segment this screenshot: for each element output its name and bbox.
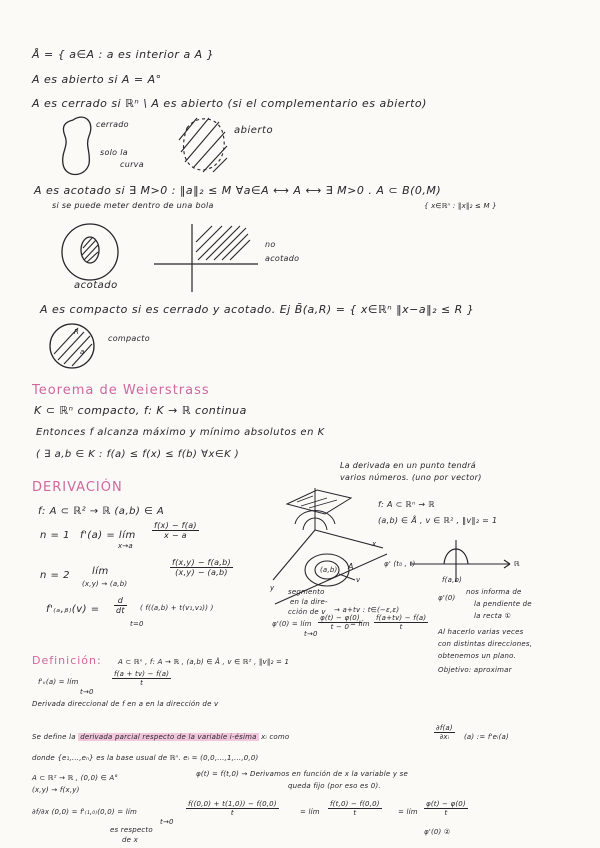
compact-ball-figure	[48, 322, 98, 370]
n2-limit-word: lím	[92, 566, 109, 577]
compacto-definition: A es compacto si es cerrado y acotado. Ej B̄(a,R) = { x∈ℝⁿ ‖x−a‖₂ ≤ R }	[40, 303, 475, 316]
parcial-fraction-6	[424, 800, 468, 817]
phi-fab: f(a,b)	[442, 576, 463, 584]
fig-label-acotado: acotado	[74, 280, 118, 291]
fig-label-A: A	[348, 562, 354, 571]
parcial-den-5: t	[353, 809, 357, 817]
fig-label-R: R	[74, 328, 80, 336]
n2-numerator: f(x,y) − f(a,b)	[172, 558, 231, 567]
parcial-num-6: φ(t) − φ(0)	[426, 800, 466, 808]
n1-label: n = 1	[40, 530, 70, 541]
fig-label-curva: curva	[120, 160, 144, 169]
fig-label-compacto: compacto	[108, 334, 150, 343]
derivacion-title: DERIVACIÓN	[32, 480, 123, 495]
phi-note-2: la pendiente de	[474, 600, 532, 608]
phi0-label: φ'(0)	[438, 594, 456, 602]
weierstrass-line-1: K ⊂ ℝⁿ compacto, f: K → ℝ continua	[34, 404, 247, 417]
fig-label-ab: (a,b)	[320, 566, 338, 574]
n2-limit: (x,y) → (a,b)	[82, 580, 128, 588]
parcial-line-3b: (x,y) → f(x,y)	[32, 786, 80, 794]
fig-label-no: no	[265, 240, 276, 249]
directional-d: d	[114, 596, 127, 606]
derivacion-f-def: f: A ⊂ ℝ² → ℝ (a,b) ∈ A	[38, 506, 165, 517]
segmento-3: cción de v	[288, 608, 326, 616]
parcial-line-2: donde {e₁,...,eₙ} es la base usual de ℝⁿ. eᵢ = (0,0,...,1,...,0,0)	[32, 754, 259, 762]
fv-numerator: f(a + tv) − f(a)	[114, 670, 170, 678]
weierstrass-line-3: ( ∃ a,b ∈ K : f(a) ≤ f(x) ≤ f(b) ∀x∈K )	[36, 449, 240, 460]
acotado-set: { x∈ℝⁿ : ‖x‖₂ ≤ M }	[424, 202, 497, 210]
directional-t0: t=0	[130, 620, 144, 628]
fig-label-v: v	[356, 576, 361, 584]
derivacion-note-1: La derivada en un punto tendrá	[340, 461, 476, 470]
weierstrass-line-2: Entonces f alcanza máximo y mínimo absolutos en K	[36, 427, 325, 438]
fv-formula: f'ᵥ(a) = lím	[38, 678, 79, 686]
parcial-frac-num: ∂f(a)	[436, 724, 453, 732]
n1-fraction	[152, 521, 199, 540]
phi-eq: = lím	[350, 620, 370, 628]
directional-d-fraction	[114, 596, 127, 615]
parcial-den-6: t	[444, 809, 448, 817]
right-def-2: (a,b) ∈ Å , v ∈ ℝ² , ‖v‖₂ = 1	[378, 516, 498, 525]
segmento-rel: → a+tv : t∈(−ε,ε)	[334, 606, 400, 614]
phi-label: φ' (t₀ , t)	[384, 560, 416, 568]
directional-formula: f'₍ₐ,ᵦ₎(v) =	[46, 604, 100, 615]
parcial-frac-den: ∂xᵢ	[439, 733, 450, 741]
open-set-figure	[175, 110, 235, 180]
definicion-caption: Derivada direccional de f en a en la dirección de v	[32, 700, 219, 708]
phi-fraction-2	[374, 614, 428, 631]
bounded-set-figure	[58, 222, 128, 284]
at-note-3: obtenemos un plano.	[438, 652, 517, 660]
parcial-fraction-4	[186, 800, 279, 817]
interior-definition: Å = { a∈A : a es interior a A }	[32, 48, 215, 61]
phi-note-3: la recta ①	[474, 612, 512, 620]
parcial-fraction	[434, 724, 455, 741]
acotado-subtitle: si se puede meter dentro de una bola	[52, 201, 214, 210]
parcial-num-5: f(t,0) − f(0,0)	[330, 800, 380, 808]
n2-denominator: (x,y) − (a,b)	[175, 568, 228, 577]
parcial-fraction-5	[328, 800, 382, 817]
n1-limit: x→a	[118, 542, 133, 550]
weierstrass-title: Teorema de Weierstrass	[32, 383, 210, 398]
parcial-line-1	[32, 733, 289, 741]
phi-graph-figure	[408, 534, 518, 584]
fv-denominator: t	[140, 679, 144, 687]
n2-label: n = 2	[40, 570, 70, 581]
parcial-line-3: A ⊂ ℝ² → ℝ , (0,0) ∈ A°	[32, 774, 119, 782]
n1-formula: f'(a) = lím	[80, 530, 136, 541]
phi-axis-r: ℝ	[514, 560, 520, 568]
at-note-2: con distintas direcciones,	[438, 640, 533, 648]
abierto-definition: A es abierto si A = A°	[32, 73, 162, 86]
parcial-line-4-t: t→0	[160, 818, 174, 826]
fig-label-cerrado: cerrado	[96, 120, 129, 129]
unbounded-set-figure	[150, 222, 260, 292]
phi-note-1: nos informa de	[466, 588, 522, 596]
directional-dt: dt	[116, 606, 125, 615]
parcial-sub-2: de x	[122, 836, 138, 844]
parcial-num-4: f((0,0) + t(1,0)) − f(0,0)	[188, 800, 277, 808]
phi-num-1: φ(t) − φ(0)	[320, 614, 360, 622]
parcial-eq-c: = lím	[398, 808, 418, 816]
parcial-phi: φ(t) = f(t,0) → Derivamos en función de x la variable y se	[196, 770, 408, 778]
parcial-highlight: derivada parcial respecto de la variable i-ésima	[80, 733, 257, 741]
parcial-pre: Se define la	[32, 733, 76, 741]
n1-denominator: x − a	[163, 531, 187, 540]
phi-den-1: t − 0	[330, 623, 350, 631]
n2-fraction	[170, 558, 233, 577]
parcial-phi0: φ'(0) ②	[424, 828, 451, 836]
n1-numerator: f(x) − f(a)	[154, 521, 197, 530]
definicion-title: Definición:	[32, 654, 102, 667]
acotado-definition: A es acotado si ∃ M>0 : ‖a‖₂ ≤ M ∀a∈A ⟷ A ⟷ ∃ M>0 . A ⊂ B(0,M)	[34, 184, 442, 197]
parcial-eq-b: = lím	[300, 808, 320, 816]
fig-label-abierto: abierto	[234, 125, 274, 136]
fig-label-solo: solo la	[100, 148, 128, 157]
parcial-phi-2: queda fijo (por eso es 0).	[288, 782, 381, 790]
parcial-sub-1: es respecto	[110, 826, 153, 834]
derivacion-note-2: varios números. (uno por vector)	[340, 473, 482, 482]
fig-axis-y: y	[270, 584, 275, 592]
cerrado-definition: A es cerrado si ℝⁿ \ A es abierto (si el complementario es abierto)	[32, 97, 427, 110]
fig-label-a: a	[80, 348, 85, 356]
phi-den-2: t	[399, 623, 403, 631]
right-def-1: f: A ⊂ ℝⁿ → ℝ	[378, 500, 435, 509]
fig-axis-x: x	[372, 540, 377, 548]
parcial-den-4: t	[230, 809, 234, 817]
fv-fraction	[112, 670, 171, 687]
segmento-2: en la dire-	[290, 598, 328, 606]
parcial-tail: (a) := f'eᵢ(a)	[464, 733, 509, 741]
objetivo: Objetivo: aproximar	[438, 666, 512, 674]
definicion-line-1: A ⊂ ℝⁿ , f: A → ℝ , (a,b) ∈ Å , v ∈ ℝ² , ‖v‖₂ = 1	[118, 658, 290, 666]
phi-limit: φ'(0) = lím	[272, 620, 312, 628]
phi-limit-t: t→0	[304, 630, 318, 638]
segmento-1: segmento	[288, 588, 325, 596]
fv-limit: t→0	[80, 688, 94, 696]
phi-num-2: f(a+tv) − f(a)	[376, 614, 427, 622]
parcial-post: xᵢ como	[261, 733, 290, 741]
directional-rest: ( f((a,b) + t(v₁,v₂)) )	[140, 604, 214, 612]
fig-label-no-acotado: acotado	[265, 254, 300, 263]
parcial-line-4: ∂f/∂x (0,0) = f'₍₁,₀₎(0,0) = lím	[32, 808, 138, 816]
at-note-1: Al hacerlo varias veces	[438, 628, 524, 636]
